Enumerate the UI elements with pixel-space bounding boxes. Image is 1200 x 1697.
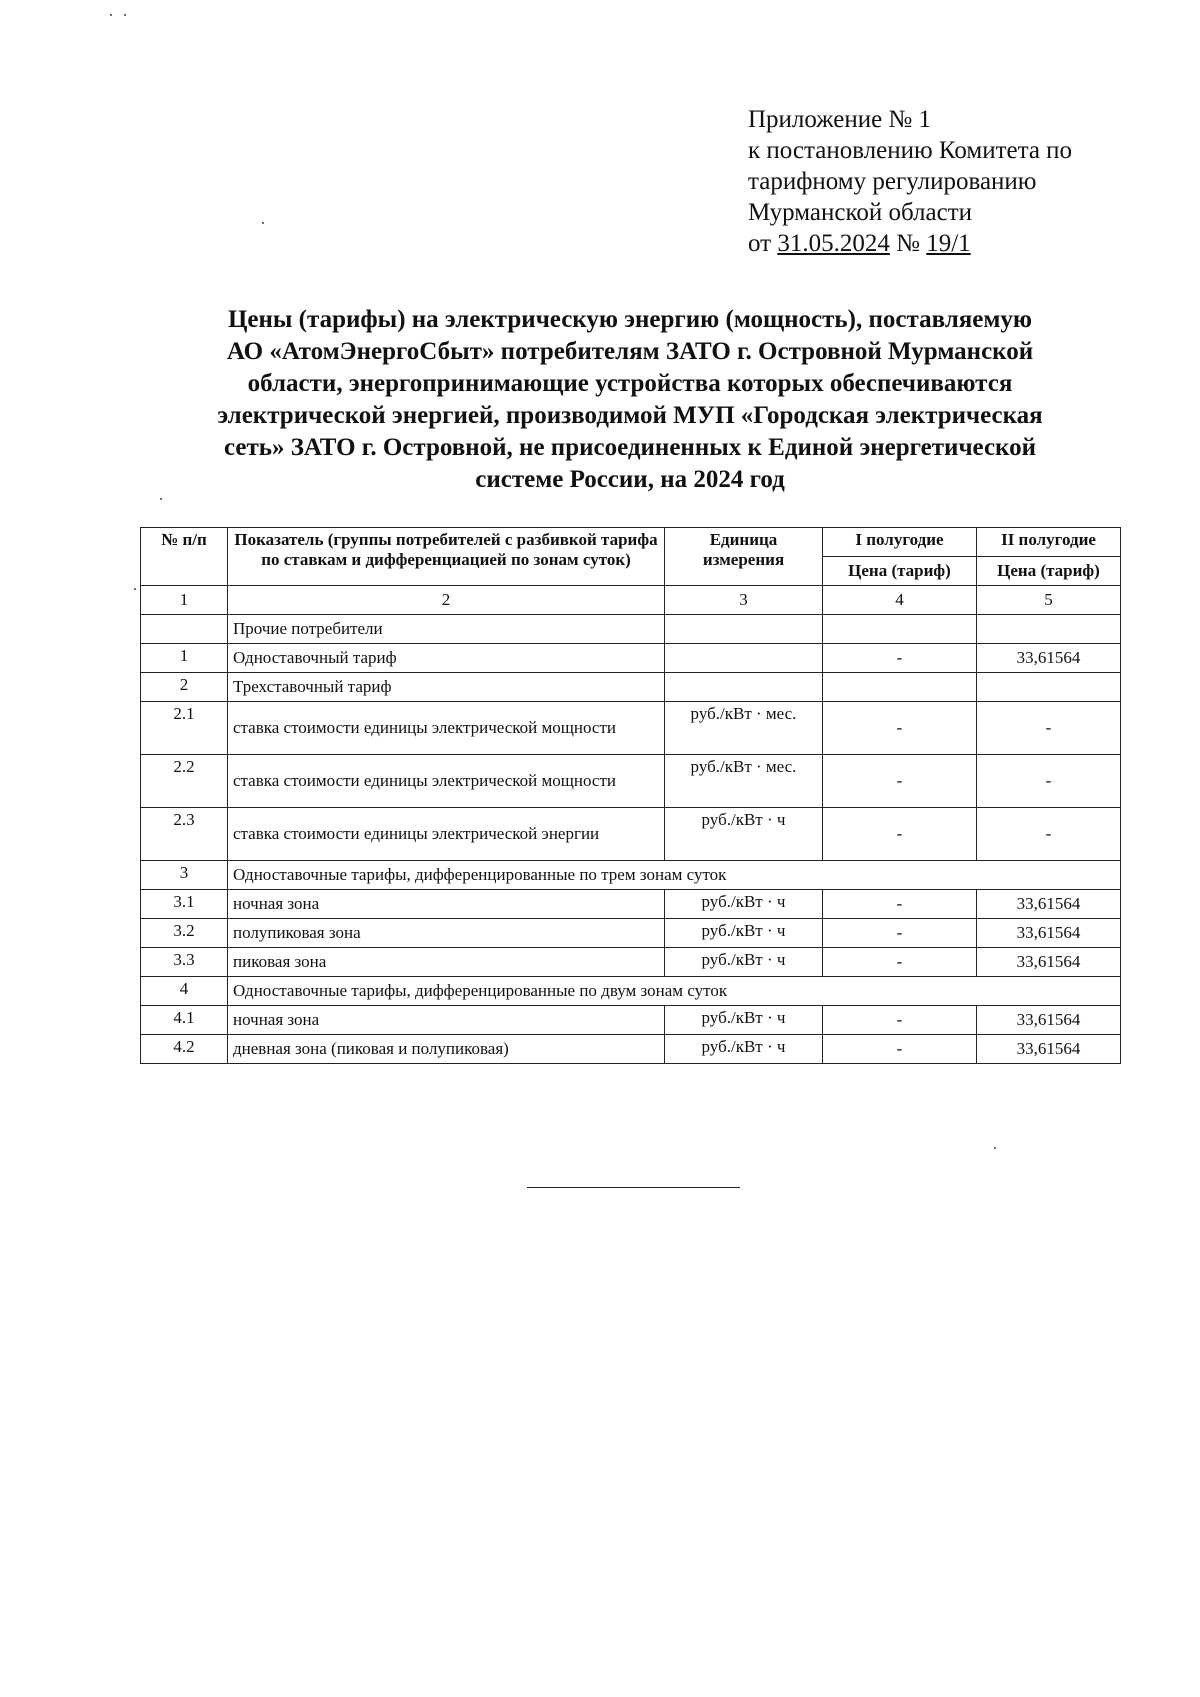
- row-indicator: дневная зона (пиковая и полупиковая): [228, 1035, 665, 1064]
- tariff-table: [140, 527, 1121, 1064]
- row-price-first-half: -: [823, 644, 977, 673]
- row-price-first-half: -: [823, 919, 977, 948]
- row-unit: руб./кВт · ч: [665, 1035, 823, 1064]
- scan-speck: [994, 1147, 996, 1149]
- row-price-second-half: 33,61564: [977, 919, 1121, 948]
- row-unit: руб./кВт · ч: [665, 948, 823, 977]
- row-price-first-half: -: [823, 755, 977, 808]
- row-price-second-half: 33,61564: [977, 644, 1121, 673]
- row-number: 3.1: [141, 890, 228, 919]
- scan-speck: [110, 14, 112, 16]
- table-row: [141, 808, 1121, 861]
- row-indicator: ночная зона: [228, 1006, 665, 1035]
- row-number: 3.3: [141, 948, 228, 977]
- header-price-first: Цена (тариф): [823, 557, 977, 586]
- row-number: 2.1: [141, 702, 228, 755]
- header-row: [141, 528, 1121, 557]
- row-price-first-half: [823, 615, 977, 644]
- row-price-second-half: -: [977, 755, 1121, 808]
- row-price-first-half: -: [823, 948, 977, 977]
- row-number: 1: [141, 644, 228, 673]
- table-row: [141, 977, 1121, 1006]
- row-number: 4.2: [141, 1035, 228, 1064]
- scan-speck: [124, 14, 126, 16]
- row-price-first-half: -: [823, 1035, 977, 1064]
- table-row: [141, 755, 1121, 808]
- row-unit: руб./кВт · мес.: [665, 755, 823, 808]
- row-indicator: ставка стоимости единицы электрической мощности: [228, 755, 665, 808]
- appendix-line: Приложение № 1: [748, 106, 932, 133]
- row-price-second-half: 33,61564: [977, 1035, 1121, 1064]
- column-number: 3: [665, 586, 823, 615]
- row-indicator: Прочие потребители: [228, 615, 665, 644]
- header-price-second: Цена (тариф): [977, 557, 1121, 586]
- row-number: 4.1: [141, 1006, 228, 1035]
- row-price-second-half: -: [977, 808, 1121, 861]
- row-unit: руб./кВт · ч: [665, 890, 823, 919]
- appendix-number: 19/1: [926, 230, 971, 257]
- row-price-first-half: [823, 673, 977, 702]
- row-indicator: ставка стоимости единицы электрической мощности: [228, 702, 665, 755]
- appendix-block: [748, 104, 1168, 259]
- table-row: [141, 673, 1121, 702]
- scan-speck: [262, 222, 264, 224]
- row-unit: [665, 644, 823, 673]
- row-unit: руб./кВт · мес.: [665, 702, 823, 755]
- table-row: [141, 702, 1121, 755]
- row-indicator: Одноставочный тариф: [228, 644, 665, 673]
- row-indicator: ставка стоимости единицы электрической энергии: [228, 808, 665, 861]
- table-row: [141, 890, 1121, 919]
- scan-speck: [160, 498, 162, 500]
- row-number: 3: [141, 861, 228, 890]
- row-price-second-half: [977, 673, 1121, 702]
- appendix-line: тарифному регулированию: [748, 168, 1037, 195]
- row-unit: [665, 615, 823, 644]
- table-row: [141, 861, 1121, 890]
- table-row: [141, 948, 1121, 977]
- document-title: Цены (тарифы) на электрическую энергию (мощность), поставляемую АО «АтомЭнергоСбыт» потребителям ЗАТО г. Островной Мурманской области, энергопринимающие устройства которых обеспечиваются электрической энергией, производимой МУП «Городская электрическая сеть» ЗАТО г. Островной, не присоединенных к Единой энергетической системе России, на 2024 год: [217, 306, 1043, 493]
- row-price-second-half: [977, 615, 1121, 644]
- column-number: 5: [977, 586, 1121, 615]
- row-number: 2.3: [141, 808, 228, 861]
- scan-speck: [134, 588, 136, 590]
- appendix-line: Мурманской области: [748, 199, 973, 226]
- column-number: 4: [823, 586, 977, 615]
- header-unit: Единица измерения: [665, 528, 823, 586]
- column-number: 2: [228, 586, 665, 615]
- row-price-second-half: 33,61564: [977, 948, 1121, 977]
- table-row: [141, 615, 1121, 644]
- table-row: [141, 1035, 1121, 1064]
- appendix-date-line: от 31.05.2024 № 19/1: [748, 230, 971, 257]
- row-unit: [665, 673, 823, 702]
- row-indicator: ночная зона: [228, 890, 665, 919]
- closing-rule: [527, 1187, 740, 1188]
- row-price-second-half: 33,61564: [977, 1006, 1121, 1035]
- row-unit: руб./кВт · ч: [665, 1006, 823, 1035]
- row-price-first-half: -: [823, 808, 977, 861]
- table-row: [141, 644, 1121, 673]
- row-price-second-half: -: [977, 702, 1121, 755]
- appendix-date: 31.05.2024: [777, 230, 890, 257]
- header-second-half: II полугодие: [977, 528, 1121, 557]
- row-unit: руб./кВт · ч: [665, 919, 823, 948]
- row-number: [141, 615, 228, 644]
- table-row: [141, 1006, 1121, 1035]
- header-num: № п/п: [141, 528, 228, 586]
- header-first-half: I полугодие: [823, 528, 977, 557]
- row-unit: руб./кВт · ч: [665, 808, 823, 861]
- table-row: [141, 919, 1121, 948]
- column-number: 1: [141, 586, 228, 615]
- row-price-first-half: -: [823, 1006, 977, 1035]
- row-number: 2: [141, 673, 228, 702]
- appendix-line: к постановлению Комитета по: [748, 137, 1073, 164]
- row-number: 4: [141, 977, 228, 1006]
- row-number: 2.2: [141, 755, 228, 808]
- row-indicator: Одноставочные тарифы, дифференцированные по двум зонам суток: [228, 977, 1121, 1006]
- row-indicator: Трехставочный тариф: [228, 673, 665, 702]
- header-indicator: Показатель (группы потребителей с разбивкой тарифа по ставкам и дифференциацией по зонам суток): [228, 528, 665, 586]
- row-number: 3.2: [141, 919, 228, 948]
- column-number-row: [141, 586, 1121, 615]
- row-indicator: полупиковая зона: [228, 919, 665, 948]
- row-indicator: Одноставочные тарифы, дифференцированные по трем зонам суток: [228, 861, 1121, 890]
- row-price-first-half: -: [823, 702, 977, 755]
- row-price-second-half: 33,61564: [977, 890, 1121, 919]
- row-indicator: пиковая зона: [228, 948, 665, 977]
- row-price-first-half: -: [823, 890, 977, 919]
